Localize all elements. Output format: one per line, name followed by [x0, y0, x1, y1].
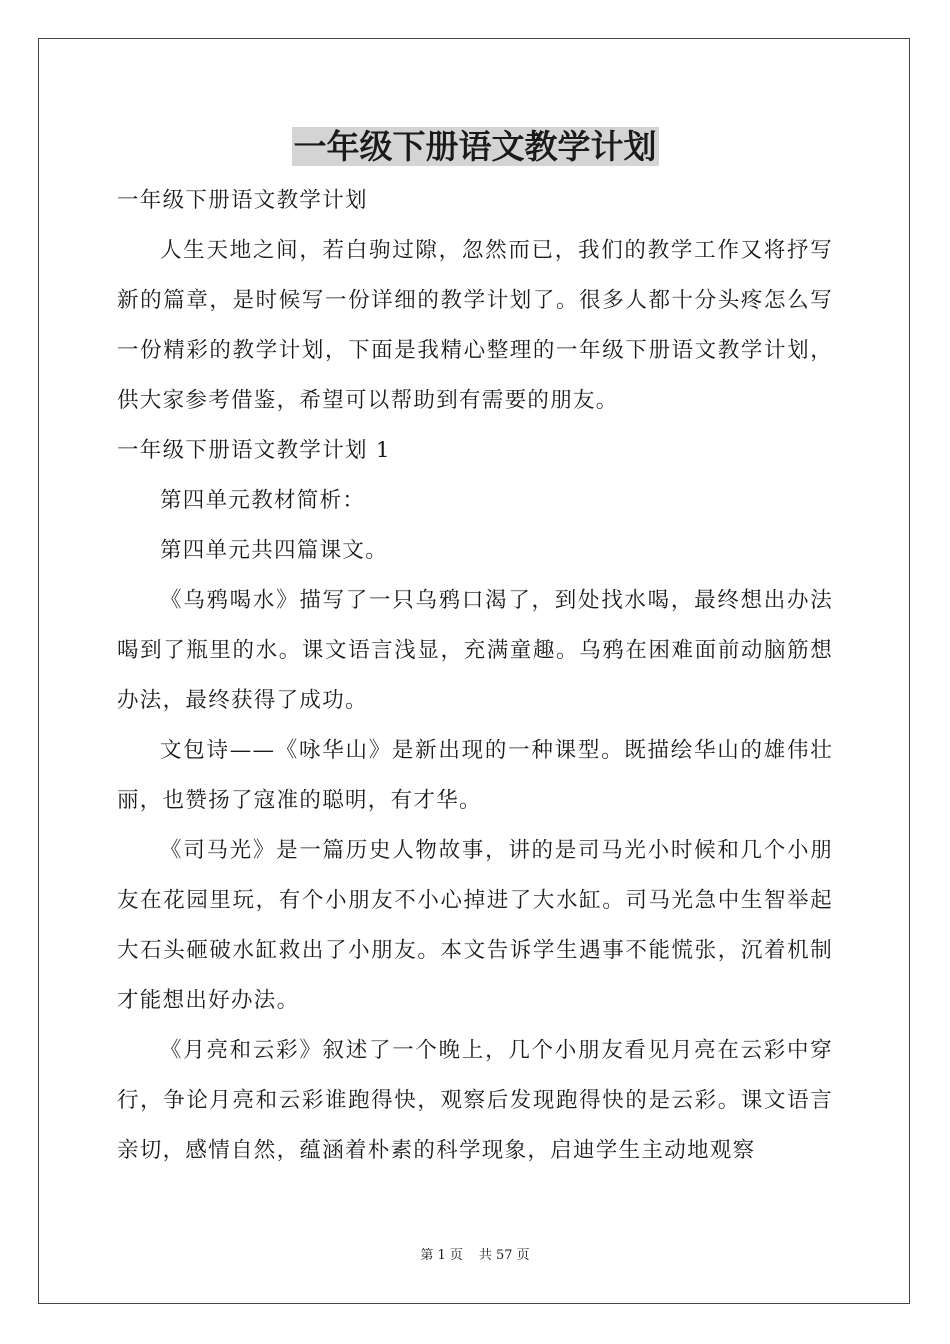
page-total: 共 57 页	[478, 1248, 530, 1263]
paragraph-intro: 人生天地之间，若白驹过隙，忽然而已，我们的教学工作又将抒写新的篇章，是时候写一份详细的教学计划了。很多人都十分头疼怎么写一份精彩的教学计划，下面是我精心整理的一年级下册语文教学计划，供大家参考借鉴，希望可以帮助到有需要的朋友。	[117, 238, 833, 413]
paragraph-unit-summary: 第四单元共四篇课文。	[160, 538, 389, 563]
paragraph-sima-guang: 《司马光》是一篇历史人物故事，讲的是司马光小时候和几个小朋友在花园里玩，有个小朋友不小心掉进了大水缸。司马光急中生智举起大石头砸破水缸救出了小朋友。本文告诉学生遇事不能慌张，沉着机制才能想出好办法。	[117, 838, 833, 1013]
paragraph-huashan-poem: 文包诗——《咏华山》是新出现的一种课型。既描绘华山的雄伟壮丽，也赞扬了寇准的聪明，有才华。	[117, 738, 833, 813]
paragraph-subtitle: 一年级下册语文教学计划	[117, 188, 368, 213]
paragraph-crow-drinks-water: 《乌鸦喝水》描写了一只乌鸦口渴了，到处找水喝，最终想出办法喝到了瓶里的水。课文语言浅显，充满童趣。乌鸦在困难面前动脑筋想办法，最终获得了成功。	[117, 588, 833, 713]
section-heading: 一年级下册语文教学计划 1	[117, 438, 391, 463]
page-footer	[0, 1246, 950, 1266]
document-body	[117, 176, 833, 1176]
paragraph-moon-and-clouds: 《月亮和云彩》叙述了一个晚上，几个小朋友看见月亮在云彩中穿行，争论月亮和云彩谁跑得快，观察后发现跑得快的是云彩。课文语言亲切，感情自然，蕴涵着朴素的科学现象，启迪学生主动地观察	[117, 1038, 833, 1163]
page-number: 第 1 页	[420, 1248, 463, 1263]
paragraph-unit-analysis: 第四单元教材简析：	[160, 488, 366, 513]
document-title	[0, 122, 950, 172]
document-title-text: 一年级下册语文教学计划	[293, 127, 657, 166]
